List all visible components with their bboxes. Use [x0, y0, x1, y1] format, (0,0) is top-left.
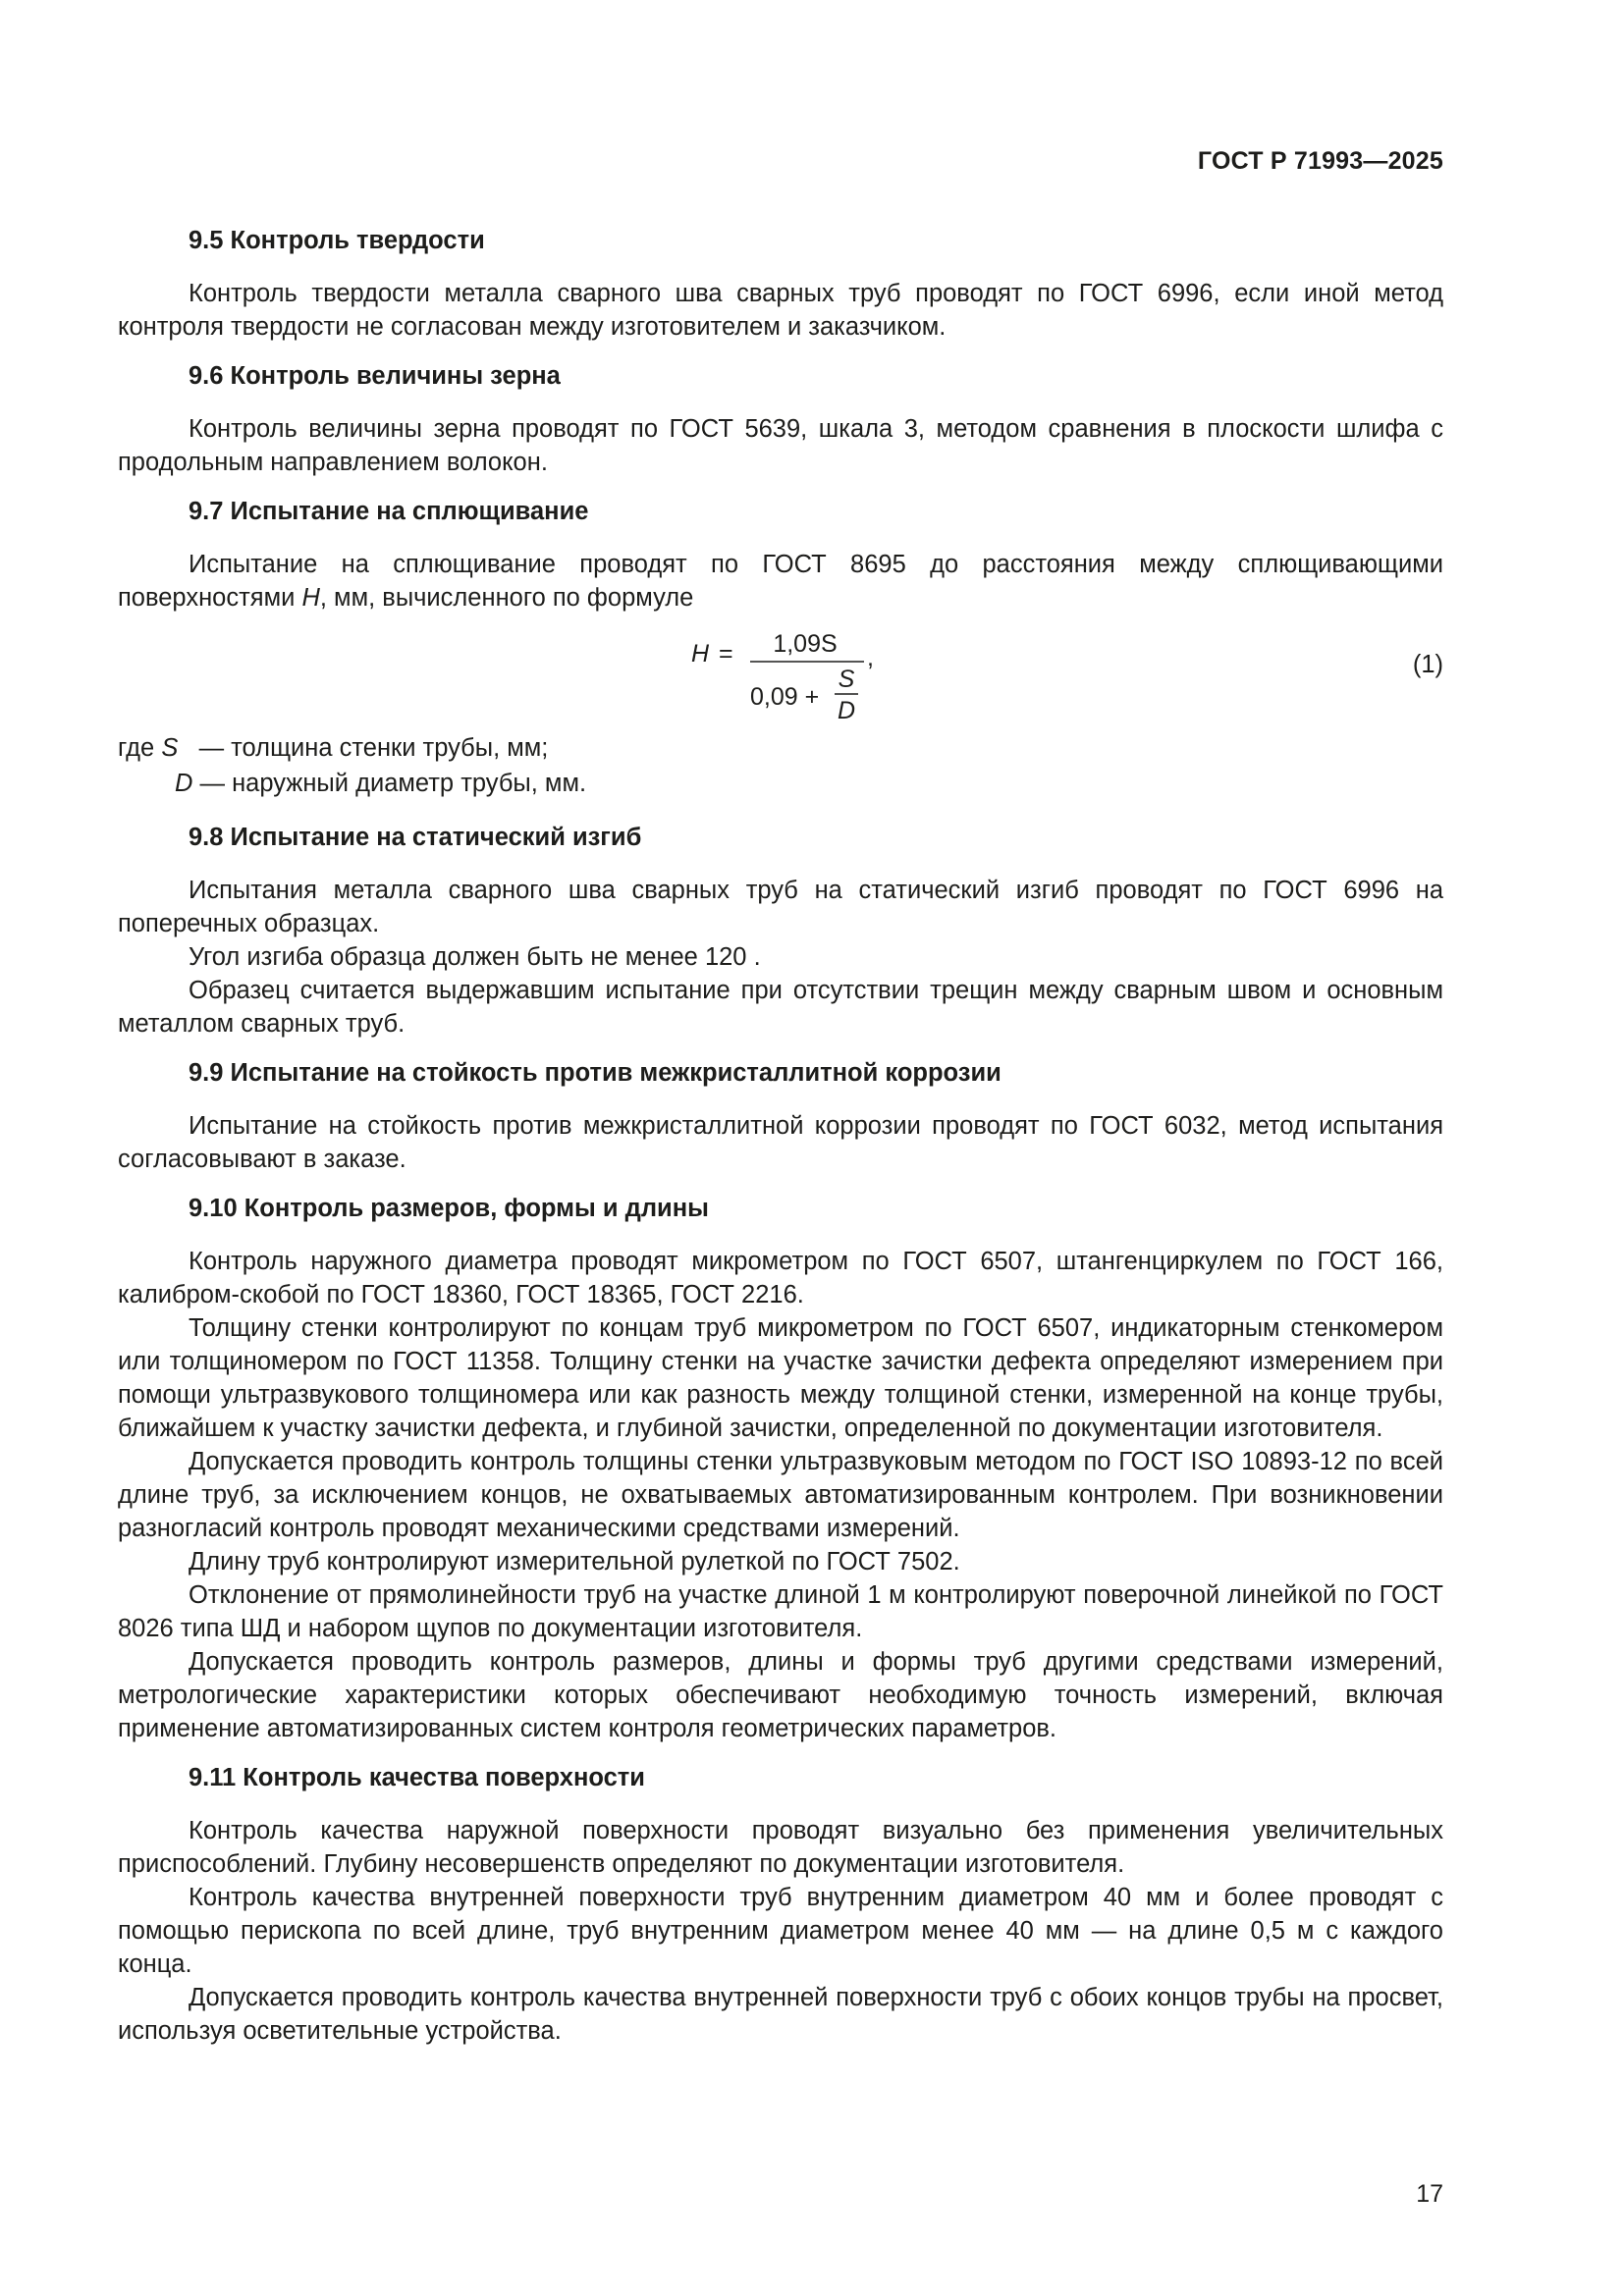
paragraph: Образец считается выдержавшим испытание при отсутствии трещин между сварным швом и основным металлом сварных труб. — [118, 977, 1443, 1038]
paragraph: Допускается проводить контроль размеров, длины и формы труб другими средствами измерений, метрологические характеристики которых обеспечивают необходимую точность измерений, включая применение автоматизированных систем контроля геометрических параметров. — [118, 1648, 1443, 1742]
section-9-9 — [118, 1056, 1443, 1176]
document-header: ГОСТ Р 71993—2025 — [1197, 147, 1443, 175]
section-title: 9.11 Контроль качества поверхности — [189, 1764, 645, 1791]
variable-h: H — [301, 584, 320, 612]
paragraph: Контроль твердости металла сварного шва сварных труб проводят по ГОСТ 6996, если иной метод контроля твердости не согласован между изготовителем и заказчиком. — [118, 280, 1443, 341]
formula-denominator-const: 0,09 + — [750, 683, 820, 711]
paragraph: Допускается проводить контроль толщины стенки ультразвуковым методом по ГОСТ ISO 10893-12 по всей длине труб, за исключением концов, не охватываемых автоматизированным контролем. При возникновении разногласий контроль проводят механическими средствами измерений. — [118, 1448, 1443, 1542]
section-title: 9.10 Контроль размеров, формы и длины — [189, 1195, 709, 1222]
paragraph: Контроль наружного диаметра проводят микрометром по ГОСТ 6507, штангенциркулем по ГОСТ 166, калибром-скобой по ГОСТ 18360, ГОСТ 18365, ГОСТ 2216. — [118, 1248, 1443, 1308]
page-number: 17 — [1416, 2180, 1443, 2208]
paragraph: Испытание на сплющивание проводят по ГОСТ 8695 до расстояния между сплющивающими поверхностями H, мм, вычисленного по формуле — [118, 551, 1443, 612]
section-9-6 — [118, 359, 1443, 479]
paragraph: Контроль качества внутренней поверхности труб внутренним диаметром 40 мм и более проводят с помощью перископа по всей длине, труб внутренним диаметром менее 40 мм — на длине 0,5 м с каждого конца. — [118, 1884, 1443, 1978]
section-title: 9.7 Испытание на сплющивание — [189, 498, 589, 525]
formula-legend — [118, 730, 1443, 801]
section-title: 9.5 Контроль твердости — [189, 227, 485, 254]
paragraph: Допускается проводить контроль качества внутренней поверхности труб с обоих концов трубы на просвет, используя осветительные устройства. — [118, 1984, 1443, 2045]
section-9-10 — [118, 1192, 1443, 1745]
document-body — [118, 224, 1443, 2063]
paragraph: Испытание на стойкость против межкристаллитной коррозии проводят по ГОСТ 6032, метод испытания согласовывают в заказе. — [118, 1112, 1443, 1173]
formula-trail: , — [867, 644, 874, 671]
paragraph: Контроль качества наружной поверхности проводят визуально без применения увеличительных приспособлений. Глубину несовершенств определяют по документации изготовителя. — [118, 1817, 1443, 1878]
section-9-11 — [118, 1761, 1443, 2048]
section-9-8 — [118, 821, 1443, 1041]
legend-row-s: где S — толщина стенки трубы, мм; — [118, 734, 549, 762]
paragraph: Угол изгиба образца должен быть не менее 120 . — [189, 943, 761, 971]
formula-graphic — [687, 616, 1021, 724]
formula-number: (1) — [1412, 651, 1443, 678]
section-title: 9.8 Испытание на статический изгиб — [189, 824, 642, 851]
section-title: 9.9 Испытание на стойкость против межкристаллитной коррозии — [189, 1059, 1001, 1087]
formula-lhs: H — [691, 640, 710, 667]
formula-1 — [118, 616, 1443, 724]
formula-eq: = — [719, 640, 733, 667]
paragraph: Испытания металла сварного шва сварных труб на статический изгиб проводят по ГОСТ 6996 на поперечных образцах. — [118, 877, 1443, 937]
section-title: 9.6 Контроль величины зерна — [189, 362, 561, 390]
paragraph: Толщину стенки контролируют по концам труб микрометром по ГОСТ 6507, индикаторным стенкомером или толщиномером по ГОСТ 11358. Толщину стенки на участке зачистки дефекта определяют измерением при помощи ультразвукового толщиномера или как разность между толщиной стенки, измеренной на конце трубы, ближайшем к участку зачистки дефекта, и глубиной зачистки, определенной по документации изготовителя. — [118, 1314, 1443, 1442]
paragraph: Длину труб контролируют измерительной рулеткой по ГОСТ 7502. — [189, 1548, 960, 1575]
formula-numerator: 1,09S — [773, 630, 838, 658]
legend-row-d: D — наружный диаметр трубы, мм. — [175, 770, 587, 797]
formula-inner-den: D — [837, 697, 856, 724]
section-9-5 — [118, 224, 1443, 344]
paragraph: Контроль величины зерна проводят по ГОСТ 5639, шкала 3, методом сравнения в плоскости шлифа с продольным направлением волокон. — [118, 415, 1443, 476]
formula-inner-num: S — [838, 666, 855, 693]
section-9-7 — [118, 495, 1443, 801]
paragraph: Отклонение от прямолинейности труб на участке длиной 1 м контролируют поверочной линейкой по ГОСТ 8026 типа ШД и набором щупов по документации изготовителя. — [118, 1581, 1443, 1642]
